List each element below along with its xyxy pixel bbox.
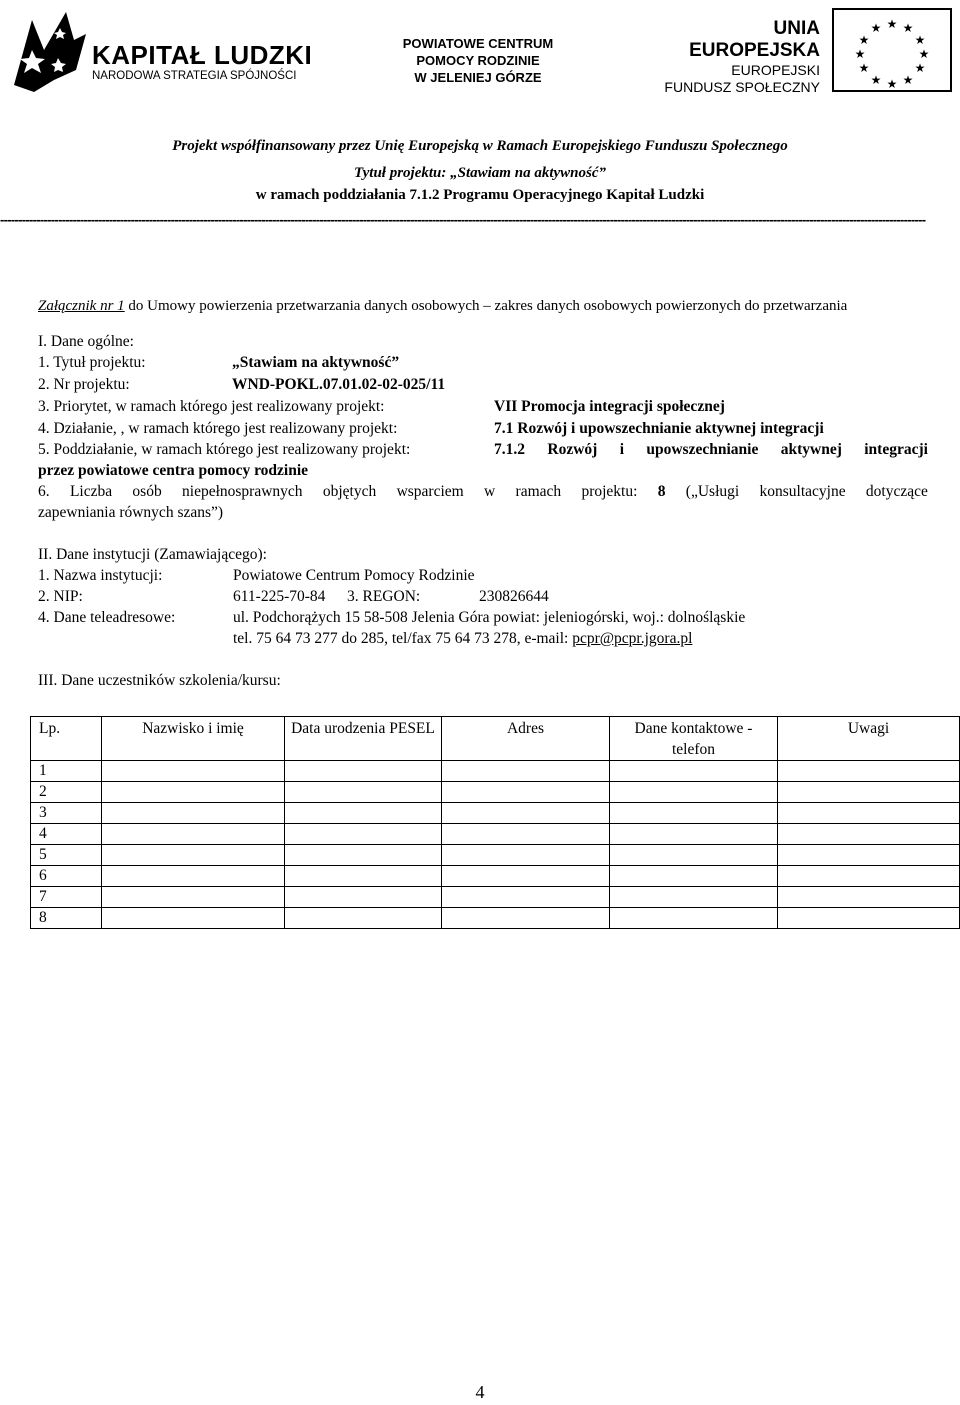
cell-address (442, 782, 610, 803)
svg-text:★: ★ (902, 73, 914, 87)
row-number: 7 (31, 887, 102, 908)
row-number: 5 (31, 845, 102, 866)
cell-notes (778, 866, 960, 887)
table-row (31, 887, 960, 908)
project-number-label: 2. Nr projektu: (38, 376, 130, 393)
count-word: („Usługi (685, 483, 740, 500)
row-number: 6 (31, 866, 102, 887)
cell-contact (610, 845, 778, 866)
cell-name (102, 866, 285, 887)
table-row (31, 908, 960, 929)
svg-text:★: ★ (902, 21, 914, 35)
count-word: projektu: (581, 483, 638, 500)
row-number: 4 (31, 824, 102, 845)
eu-flag-icon (832, 8, 952, 92)
nip-value: 611-225-70-84 (233, 588, 326, 605)
priority-label: 3. Priorytet, w ramach którego jest realizowany projekt: (38, 398, 385, 415)
row-number: 3 (31, 803, 102, 824)
action-label: 4. Działanie, , w ramach którego jest realizowany projekt: (38, 420, 398, 437)
cell-notes (778, 887, 960, 908)
subaction-word: 7.1.2 (494, 441, 525, 458)
cell-birthdate (285, 782, 442, 803)
cell-notes (778, 824, 960, 845)
cell-address (442, 908, 610, 929)
cell-birthdate (285, 908, 442, 929)
subaction-label: 5. Poddziałanie, w ramach którego jest realizowany projekt: (38, 441, 411, 458)
svg-text:★: ★ (886, 77, 898, 91)
nip-label: 2. NIP: (38, 588, 83, 605)
svg-text:★: ★ (870, 73, 882, 87)
table-row (31, 824, 960, 845)
eu-logo-text (648, 18, 820, 96)
institution-title-line: W JELENIEJ GÓRZE (414, 70, 542, 85)
subaction-word: i (619, 441, 624, 458)
institution-title (348, 35, 608, 86)
count-word: wsparciem (396, 483, 464, 500)
column-header-address: Adres (442, 717, 610, 761)
eu-title: UNIA EUROPEJSKA (689, 18, 820, 61)
cell-address (442, 845, 610, 866)
institution-title-line: POMOCY RODZINIE (416, 53, 540, 68)
table-row (31, 866, 960, 887)
table-row (31, 782, 960, 803)
svg-text:★: ★ (914, 33, 926, 47)
project-title-label: 1. Tytuł projektu: (38, 354, 146, 371)
svg-text:★: ★ (854, 47, 866, 61)
cell-contact (610, 761, 778, 782)
cell-address (442, 761, 610, 782)
cell-notes (778, 845, 960, 866)
cell-name (102, 761, 285, 782)
phones-value: tel. 75 64 73 277 do 285, tel/fax 75 64 73 278, e-mail: (233, 630, 569, 647)
attachment-description: do Umowy powierzenia przetwarzania danych osobowych – zakres danych osobowych powierzonych do przetwarzania (124, 298, 848, 314)
cell-birthdate (285, 824, 442, 845)
address-value: ul. Podchorążych 15 58-508 Jelenia Góra powiat: jeleniogórski, woj.: dolnośląskie (233, 609, 746, 626)
cell-name (102, 782, 285, 803)
svg-text:★: ★ (914, 61, 926, 75)
institution-name-label: 1. Nazwa instytucji: (38, 567, 163, 584)
svg-text:★: ★ (918, 47, 930, 61)
institution-name-value: Powiatowe Centrum Pomocy Rodzinie (233, 567, 475, 584)
subaction-word: Rozwój (547, 441, 598, 458)
cell-address (442, 803, 610, 824)
participants-table (30, 716, 960, 929)
svg-text:★: ★ (886, 17, 898, 31)
email-link[interactable]: pcpr@pcpr.jgora.pl (572, 630, 693, 647)
project-cofinancing-line: Projekt współfinansowany przez Unię Europejską w Ramach Europejskiego Funduszu Społecznego (172, 138, 788, 154)
section1-heading: I. Dane ogólne: (38, 333, 134, 350)
count-word: Liczba (69, 483, 113, 500)
count-word: niepełnosprawnych (182, 483, 303, 500)
cell-birthdate (285, 887, 442, 908)
regon-label: 3. REGON: (347, 588, 421, 605)
cell-notes (778, 908, 960, 929)
eu-subtitle-1: EUROPEJSKI (731, 62, 820, 78)
separator-dashes: --------------------------------------------------------------------------------------------------------------------------------------------------------------------------------------------------------------------------------------------------------------- (0, 212, 926, 227)
participants-count-line (38, 483, 928, 501)
cell-birthdate (285, 761, 442, 782)
subaction-word: aktywnej (780, 441, 842, 458)
row-number: 1 (31, 761, 102, 782)
project-title-value: „Stawiam na aktywność” (232, 354, 400, 371)
page-number: 4 (475, 1382, 485, 1402)
table-row (31, 845, 960, 866)
column-header-contact: Dane kontaktowe - telefon (610, 717, 778, 761)
count-word: 6. (38, 483, 50, 500)
svg-text:★: ★ (858, 33, 870, 47)
action-value: 7.1 Rozwój i upowszechnianie aktywnej integracji (494, 420, 824, 437)
table-header-row (31, 717, 960, 761)
cell-name (102, 908, 285, 929)
cell-contact (610, 866, 778, 887)
cell-address (442, 824, 610, 845)
cell-name (102, 824, 285, 845)
cell-name (102, 803, 285, 824)
attachment-label: Załącznik nr 1 (38, 298, 125, 314)
subaction-word: upowszechnianie (646, 441, 759, 458)
cell-contact (610, 824, 778, 845)
column-header-lp: Lp. (31, 717, 102, 761)
kapital-ludzki-title: KAPITAŁ LUDZKI (92, 40, 313, 70)
project-title-line: Tytuł projektu: „Stawiam na aktywność” (354, 165, 606, 181)
subaction-word: integracji (864, 441, 928, 458)
table-row (31, 803, 960, 824)
project-subaction-line (0, 187, 960, 204)
column-header-notes: Uwagi (778, 717, 960, 761)
phones-line (233, 630, 692, 648)
regon-value: 230826644 (479, 588, 549, 605)
cell-birthdate (285, 866, 442, 887)
institution-title-line: POWIATOWE CENTRUM (402, 36, 554, 51)
count-word: objętych (322, 483, 377, 500)
svg-text:★: ★ (858, 61, 870, 75)
participants-count-continued: zapewniania równych szans”) (38, 504, 224, 521)
kapital-ludzki-subtitle: NARODOWA STRATEGIA SPÓJNOŚCI (92, 70, 297, 82)
count-word: osób (132, 483, 162, 500)
eu-subtitle-2: FUNDUSZ SPOŁECZNY (664, 79, 820, 95)
cell-birthdate (285, 803, 442, 824)
cell-notes (778, 761, 960, 782)
column-header-name: Nazwisko i imię (102, 717, 285, 761)
count-word: dotyczące (865, 483, 928, 500)
count-word: w (484, 483, 496, 500)
column-header-birthdate-pesel: Data urodzenia PESEL (285, 717, 442, 761)
cell-name (102, 887, 285, 908)
cell-address (442, 866, 610, 887)
attachment-line (38, 298, 847, 315)
cell-birthdate (285, 845, 442, 866)
count-word: konsultacyjne (759, 483, 846, 500)
cell-name (102, 845, 285, 866)
subaction-value-continued: przez powiatowe centra pomocy rodzinie (38, 462, 309, 479)
cell-contact (610, 782, 778, 803)
priority-value: VII Promocja integracji społecznej (494, 398, 725, 415)
project-subaction-text: w ramach poddziałania 7.1.2 Programu Operacyjnego Kapitał Ludzki (255, 187, 705, 203)
cell-notes (778, 782, 960, 803)
contact-label: 4. Dane teleadresowe: (38, 609, 176, 626)
cell-address (442, 887, 610, 908)
cell-contact (610, 803, 778, 824)
section2-heading: II. Dane instytucji (Zamawiającego): (38, 546, 267, 563)
svg-text:★: ★ (870, 21, 882, 35)
section3-heading: III. Dane uczestników szkolenia/kursu: (38, 672, 281, 689)
row-number: 2 (31, 782, 102, 803)
participants-count-value: 8 (657, 483, 666, 500)
row-number: 8 (31, 908, 102, 929)
cell-notes (778, 803, 960, 824)
cell-contact (610, 908, 778, 929)
cell-contact (610, 887, 778, 908)
count-word: ramach (515, 483, 562, 500)
project-number-value: WND-POKL.07.01.02-02-025/11 (232, 376, 446, 393)
table-row (31, 761, 960, 782)
subaction-value (494, 441, 928, 459)
